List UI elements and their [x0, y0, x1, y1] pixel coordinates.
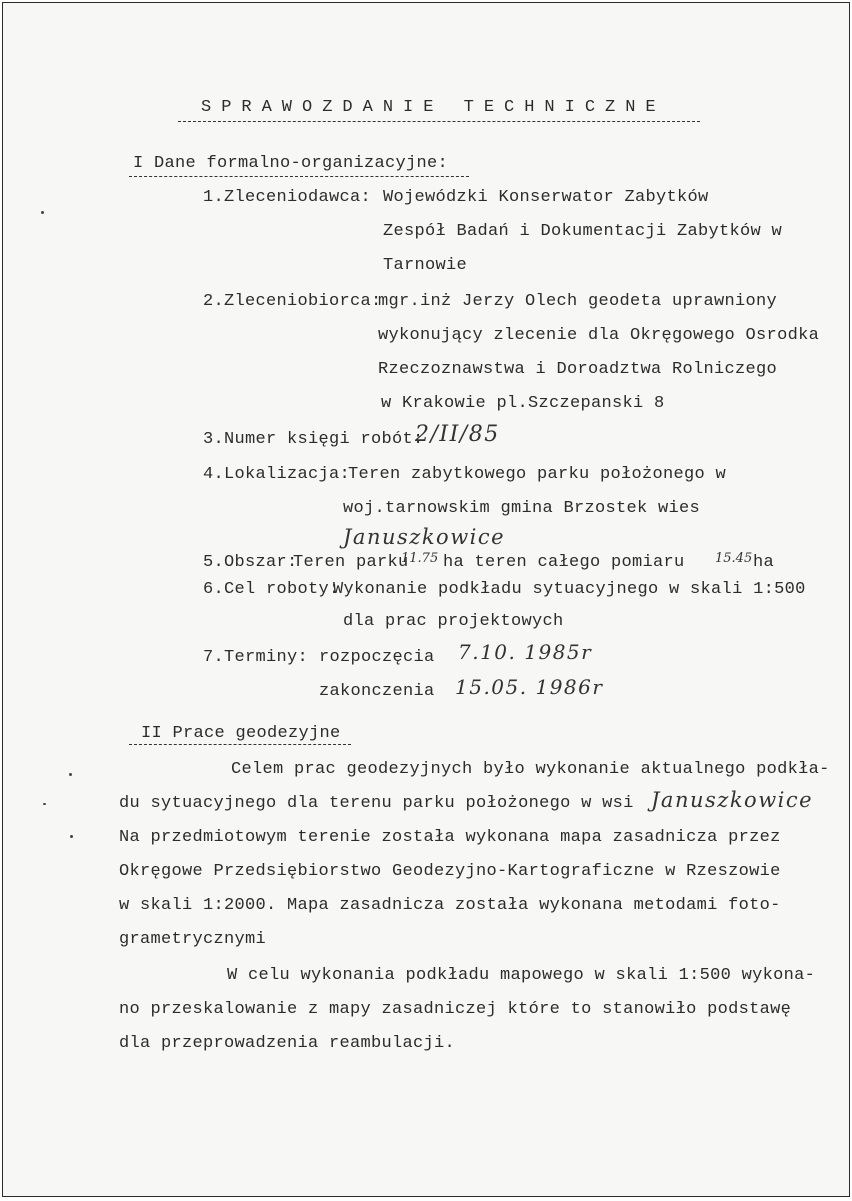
obszar-text-1: Teren parku [293, 553, 409, 572]
zleceniobiorca-label: 2.Zleceniobiorca: [203, 292, 382, 311]
zleceniodawca-line-3: Tarnowie [383, 256, 468, 275]
document-page [2, 2, 850, 1197]
scan-speck [43, 803, 46, 805]
title-underline [178, 121, 700, 122]
cel-line-1: Wykonanie podkładu sytuacyjnego w skali 1:500 [333, 580, 806, 599]
p2-line-3: w skali 1:2000. Mapa zasadnicza została wykonana metodami foto- [119, 896, 781, 915]
p3-line-3: dla przeprowadzenia reambulacji. [119, 1034, 456, 1053]
p2-line-4: grametrycznymi [119, 930, 267, 949]
obszar-park-value: 11.75 [401, 551, 439, 566]
scan-speck [69, 773, 72, 776]
lokalizacja-handwritten: Januszkowice [343, 525, 506, 549]
lokalizacja-label: 4.Lokalizacja: [203, 465, 351, 484]
p2-line-1: Na przedmiotowym terenie została wykonana mapa zasadnicza przez [119, 828, 781, 847]
lokalizacja-line-2: woj.tarnowskim gmina Brzostek wies [343, 499, 701, 518]
document-title: SPRAWOZDANIE TECHNICZNE [201, 98, 666, 117]
scan-speck [41, 211, 44, 214]
zleceniobiorca-line-3: Rzeczoznawstwa i Doroadztwa Rolniczego [378, 360, 778, 379]
lokalizacja-line-1: Teren zabytkowego parku położonego w [348, 465, 727, 484]
scan-speck [70, 835, 73, 838]
obszar-text-2: ha teren całego pomiaru [443, 553, 685, 572]
zleceniobiorca-line-1: mgr.inż Jerzy Olech geodeta uprawniony [378, 292, 778, 311]
section-2-heading: II Prace geodezyjne [141, 724, 341, 743]
section-2-underline [129, 744, 351, 745]
terminy-start-value: 7.10. 1985r [458, 640, 593, 664]
zleceniobiorca-line-4: w Krakowie pl.Szczepanski 8 [381, 394, 665, 413]
obszar-text-3: ha [753, 553, 775, 572]
p2-line-2: Okręgowe Przedsiębiorstwo Geodezyjno-Kartograficzne w Rzeszowie [119, 862, 781, 881]
terminy-start-label: rozpoczęcia [319, 648, 435, 667]
p3-line-2: no przeskalowanie z mapy zasadniczej które to stanowiło podstawę [119, 1000, 792, 1019]
obszar-total-value: 15.45 [715, 551, 753, 566]
obszar-label: 5.Obszar: [203, 553, 298, 572]
terminy-end-value: 15.05. 1986r [455, 675, 604, 699]
p1-line-2: du sytuacyjnego dla terenu parku położonego w wsi [119, 794, 634, 813]
section-1-heading: I Dane formalno-organizacyjne: [133, 154, 449, 173]
zleceniobiorca-line-2: wykonujący zlecenie dla Okręgowego Osrodka [378, 326, 820, 345]
zleceniodawca-line-2: Zespół Badań i Dokumentacji Zabytków w [383, 222, 783, 241]
cel-line-2: dla prac projektowych [343, 612, 564, 631]
p1-line-1: Celem prac geodezyjnych było wykonanie aktualnego podkła- [231, 760, 830, 779]
zleceniodawca-line-1: Wojewódzki Konserwator Zabytków [383, 188, 709, 207]
terminy-label: 7.Terminy: [203, 648, 309, 667]
p3-line-1: W celu wykonania podkładu mapowego w skali 1:500 wykona- [227, 966, 816, 985]
terminy-end-label: zakonczenia [319, 682, 435, 701]
numer-label: 3.Numer księgi robót: [203, 430, 424, 449]
numer-value: 2/II/85 [415, 422, 500, 447]
section-1-underline [129, 176, 469, 177]
zleceniodawca-label: 1.Zleceniodawca: [203, 188, 372, 207]
p1-line-2-handwritten: Januszkowice [651, 788, 814, 812]
cel-label: 6.Cel roboty: [203, 580, 340, 599]
